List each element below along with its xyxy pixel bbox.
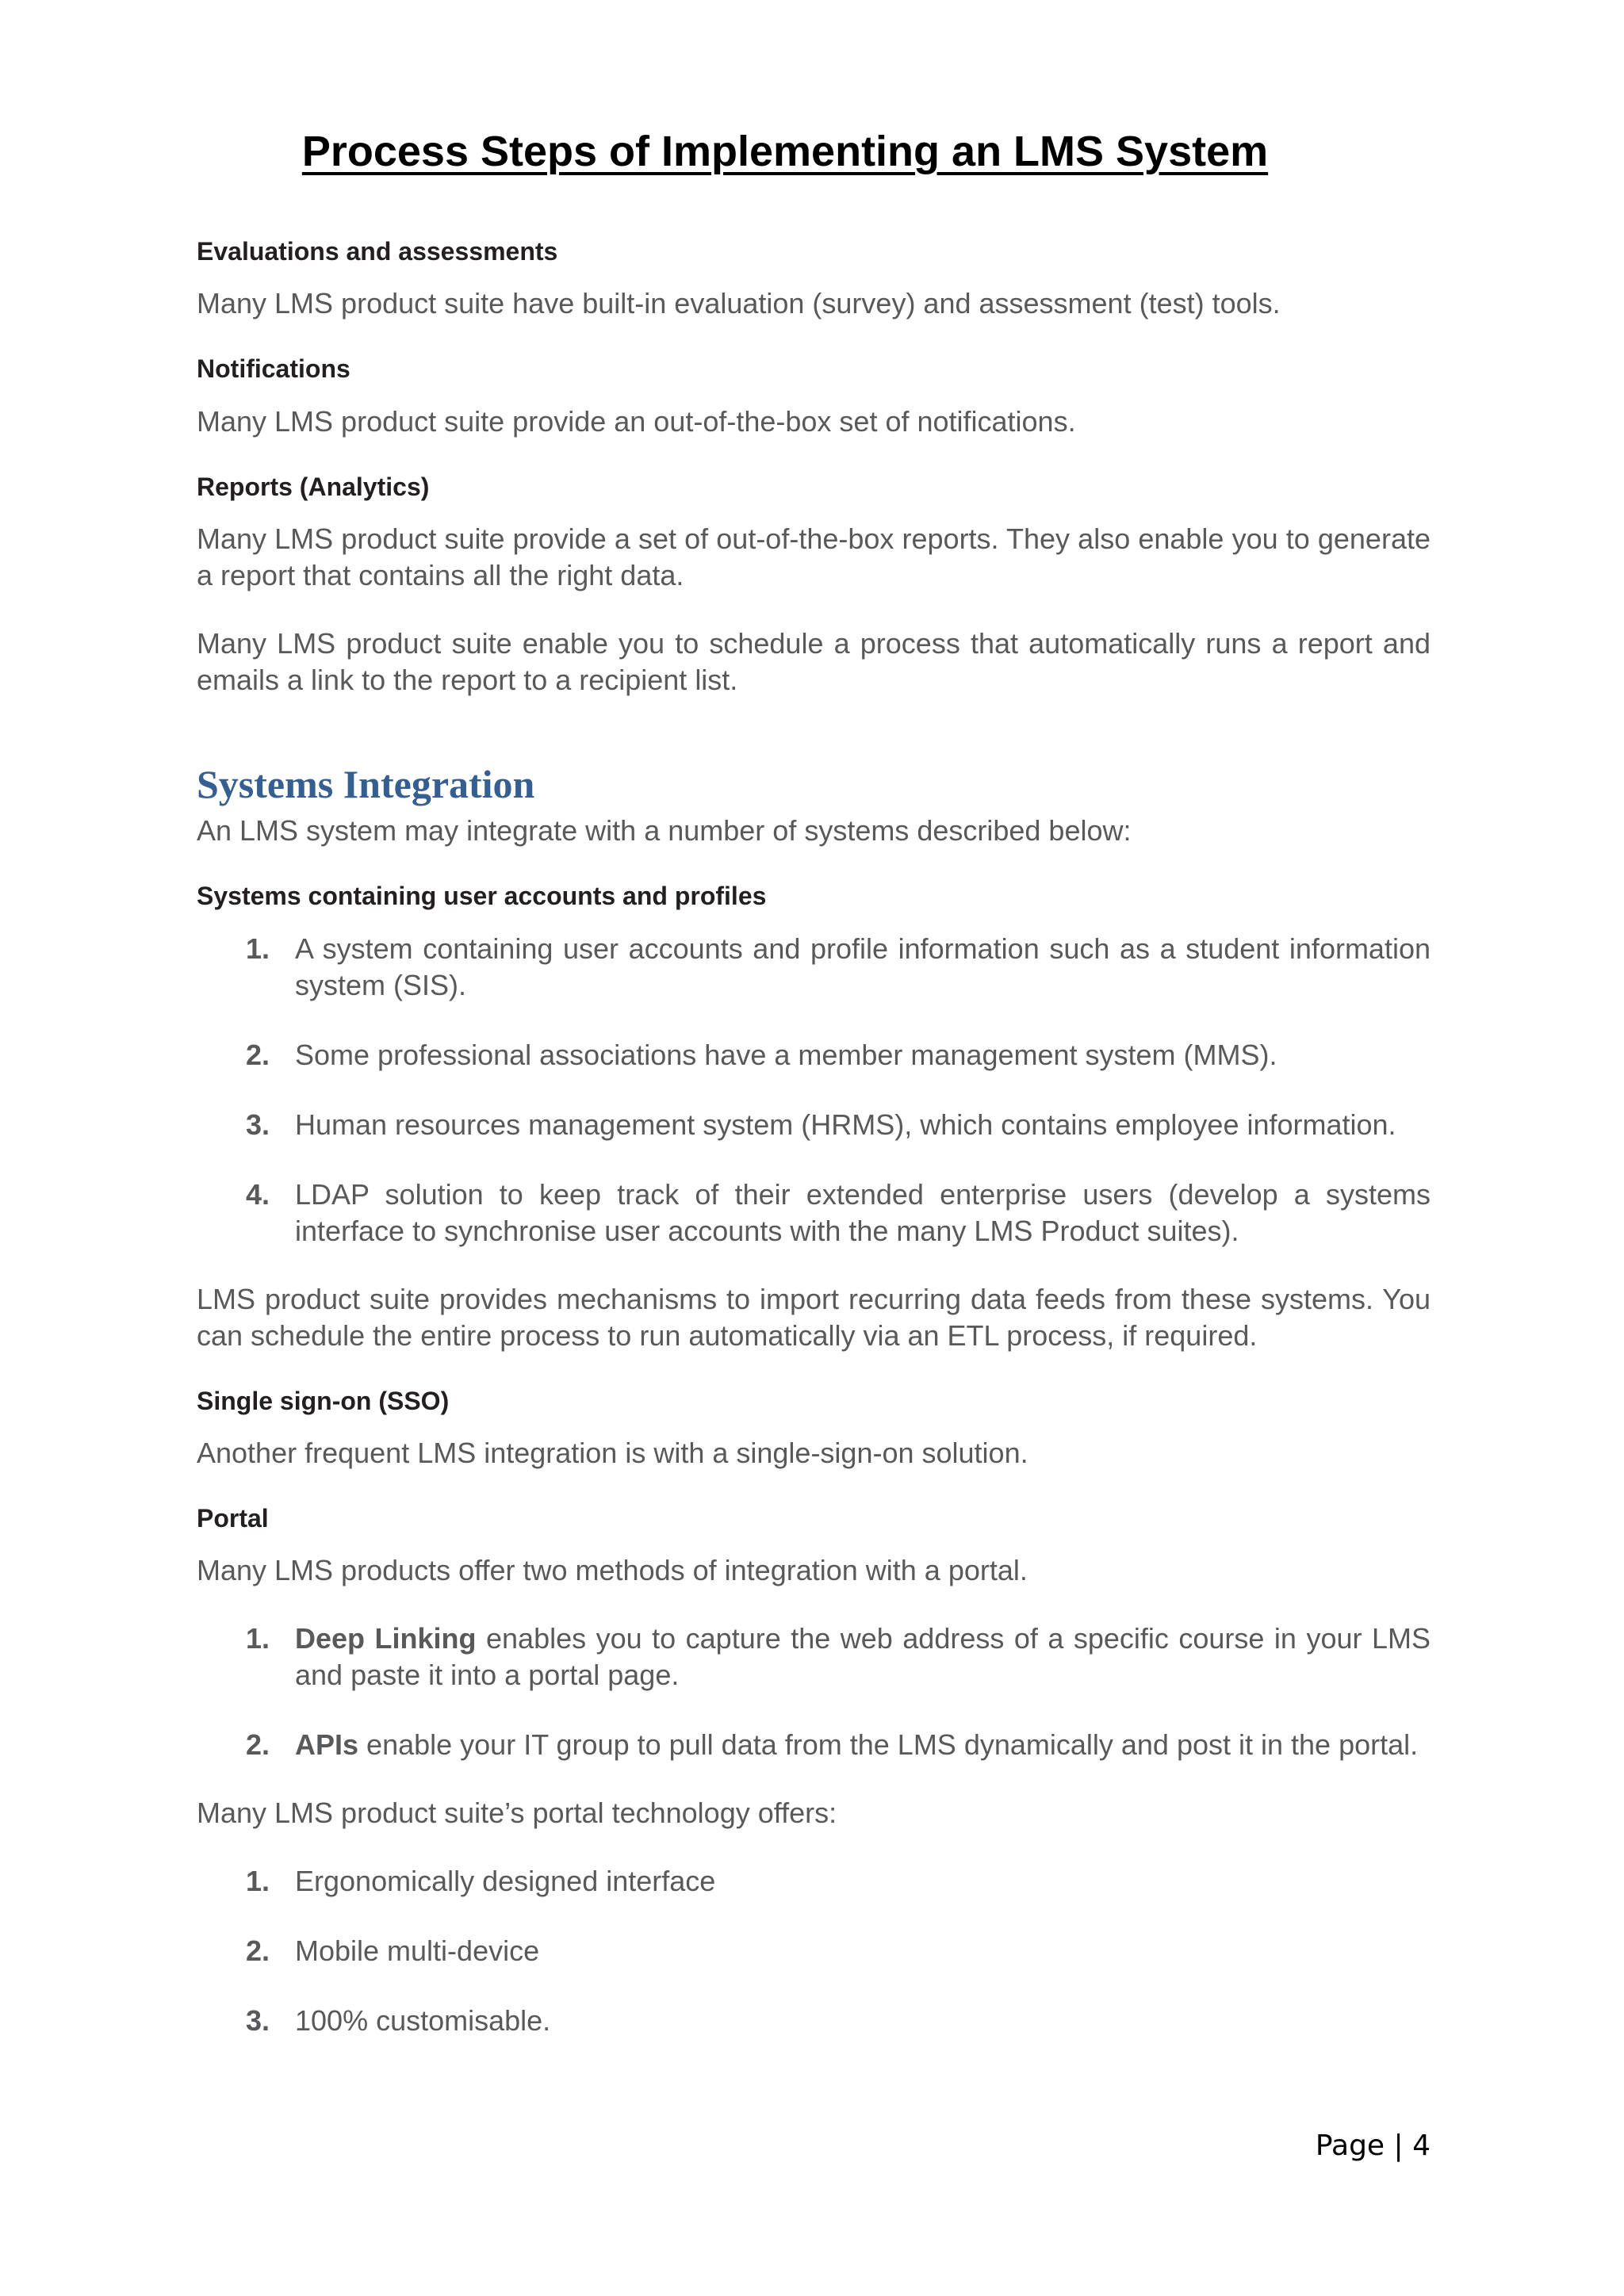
- list-item-text: LDAP solution to keep track of their extended enterprise users (develop a systems interface to synchronise user accounts with the many LMS Product suites).: [295, 1177, 1431, 1247]
- user-accounts-heading: Systems containing user accounts and profiles: [197, 882, 767, 911]
- sso-heading: Single sign-on (SSO): [197, 1386, 450, 1415]
- list-number: 3.: [246, 1108, 270, 1141]
- list-item: [197, 1621, 1431, 1693]
- evaluations-heading: Evaluations and assessments: [197, 237, 558, 266]
- reports-paragraph-1: Many LMS product suite provide a set of out-of-the-box reports. They also enable you to generate a report that contains all the right data.: [197, 522, 1431, 592]
- apis-description: enable your IT group to pull data from the LMS dynamically and post it in the portal.: [358, 1728, 1419, 1762]
- list-number: 3.: [246, 2004, 270, 2038]
- deep-linking-description: enables you to capture the web address of a specific course in your LMS and paste it into a portal page.: [295, 1622, 1431, 1692]
- list-item-text: [295, 1621, 1431, 1693]
- list-item-text: Some professional associations have a member management system (MMS).: [295, 1038, 1277, 1071]
- page-number: Page | 4: [1315, 2130, 1431, 2162]
- list-item: [197, 1933, 1431, 1969]
- list-item: [197, 1727, 1431, 1763]
- list-item: [197, 1107, 1431, 1143]
- evaluations-text: Many LMS product suite have built-in evaluation (survey) and assessment (test) tools.: [197, 287, 1281, 320]
- list-item-text: 100% customisable.: [295, 2004, 551, 2038]
- notifications-text: Many LMS product suite provide an out-of-the-box set of notifications.: [197, 404, 1076, 438]
- list-item-text: A system containing user accounts and profile information such as a student information system (SIS).: [295, 932, 1431, 1001]
- list-item-text: Human resources management system (HRMS), which contains employee information.: [295, 1108, 1396, 1141]
- portal-offers-intro: Many LMS product suite’s portal technology offers:: [197, 1797, 837, 1830]
- systems-integration-heading: Systems Integration: [197, 762, 535, 807]
- portal-methods-list: [197, 1621, 1431, 1763]
- list-item: [197, 1177, 1431, 1249]
- page-content: [197, 236, 1431, 2071]
- list-number: 1.: [246, 1865, 270, 1898]
- reports-heading: Reports (Analytics): [197, 472, 430, 501]
- list-item: [197, 1863, 1431, 1900]
- portal-intro: Many LMS products offer two methods of integration with a portal.: [197, 1554, 1028, 1587]
- list-item: [197, 2003, 1431, 2039]
- list-number: 4.: [246, 1177, 270, 1211]
- list-item: [197, 931, 1431, 1004]
- sso-text: Another frequent LMS integration is with a single-sign-on solution.: [197, 1436, 1028, 1469]
- deep-linking-term: Deep Linking: [295, 1622, 477, 1655]
- page-title: Process Steps of Implementing an LMS System: [301, 128, 1269, 175]
- apis-term: APIs: [295, 1728, 359, 1762]
- list-item: [197, 1037, 1431, 1073]
- list-number: 1.: [246, 932, 270, 965]
- list-item-text: [295, 1727, 1431, 1763]
- list-item-text: Mobile multi-device: [295, 1934, 540, 1968]
- portal-offers-list: [197, 1863, 1431, 2039]
- systems-integration-intro: An LMS system may integrate with a number of systems described below:: [197, 814, 1132, 848]
- user-accounts-after: LMS product suite provides mechanisms to import recurring data feeds from these systems. You can schedule the entire process to run automatically via an ETL process, if required.: [197, 1282, 1431, 1352]
- list-number: 2.: [246, 1038, 270, 1071]
- list-number: 1.: [246, 1622, 270, 1655]
- notifications-heading: Notifications: [197, 354, 350, 384]
- user-accounts-list: [197, 931, 1431, 1249]
- list-number: 2.: [246, 1728, 270, 1762]
- reports-paragraph-2: Many LMS product suite enable you to schedule a process that automatically runs a report and emails a link to the report to a recipient list.: [197, 627, 1431, 697]
- list-number: 2.: [246, 1934, 270, 1968]
- list-item-text: Ergonomically designed interface: [295, 1865, 716, 1898]
- portal-heading: Portal: [197, 1503, 269, 1533]
